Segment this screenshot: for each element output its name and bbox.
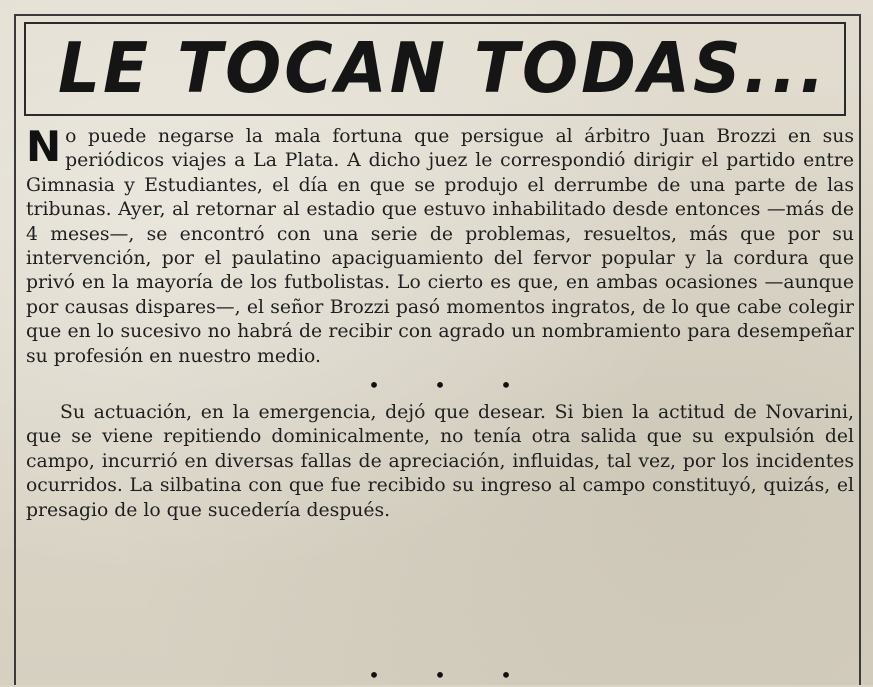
separator-dot: • xyxy=(434,373,446,398)
separator-dot: • xyxy=(434,663,446,687)
separator-dot: • xyxy=(368,663,380,687)
paragraph-2: Su actuación, en la emergencia, dejó que desear. Si bien la actitud de Novarini, que se viene repitiendo dominicalmente, no tenía otra salida que su expulsión del campo, incurrió en diversas fallas de apreciación, influidas, tal vez, por los incidentes ocurridos. La silbatina con que fue recibido su ingreso al campo constituyó, quizás, el presagio de lo que sucedería después. xyxy=(26,402,854,521)
section-separator-bottom xyxy=(26,663,854,687)
separator-dot: • xyxy=(500,663,512,687)
headline: LE TOCAN TODAS... xyxy=(58,28,828,109)
paragraph-1 xyxy=(26,122,854,369)
headline-box xyxy=(24,22,846,116)
article-body xyxy=(26,122,854,523)
drop-cap: N xyxy=(26,122,62,171)
separator-dot: • xyxy=(500,373,512,398)
separator-dot: • xyxy=(368,373,380,398)
section-separator xyxy=(26,373,854,397)
paragraph-1-text: o puede negarse la mala fortuna que persigue al árbitro Juan Brozzi en sus periódicos viajes a La Plata. A dicho juez le correspondió dirigir el partido entre Gimnasia y Estudiantes, el día en que se produjo el derrumbe de una parte de las tribunas. Ayer, al retornar al estadio que estuvo inhabilitado desde entonces —más de 4 meses—, se encontró con una serie de problemas, resueltos, más que por su intervención, por el paulatino apaciguamiento del fervor popular y la cordura que privó en la mayoría de los futbolistas. Lo cierto es que, en ambas ocasiones —aunque por causas dispares—, el señor Brozzi pasó momentos ingratos, de lo que cabe colegir que en lo sucesivo no habrá de recibir con agrado un nombramiento para desempeñar su profesión en nuestro medio. xyxy=(26,126,854,367)
